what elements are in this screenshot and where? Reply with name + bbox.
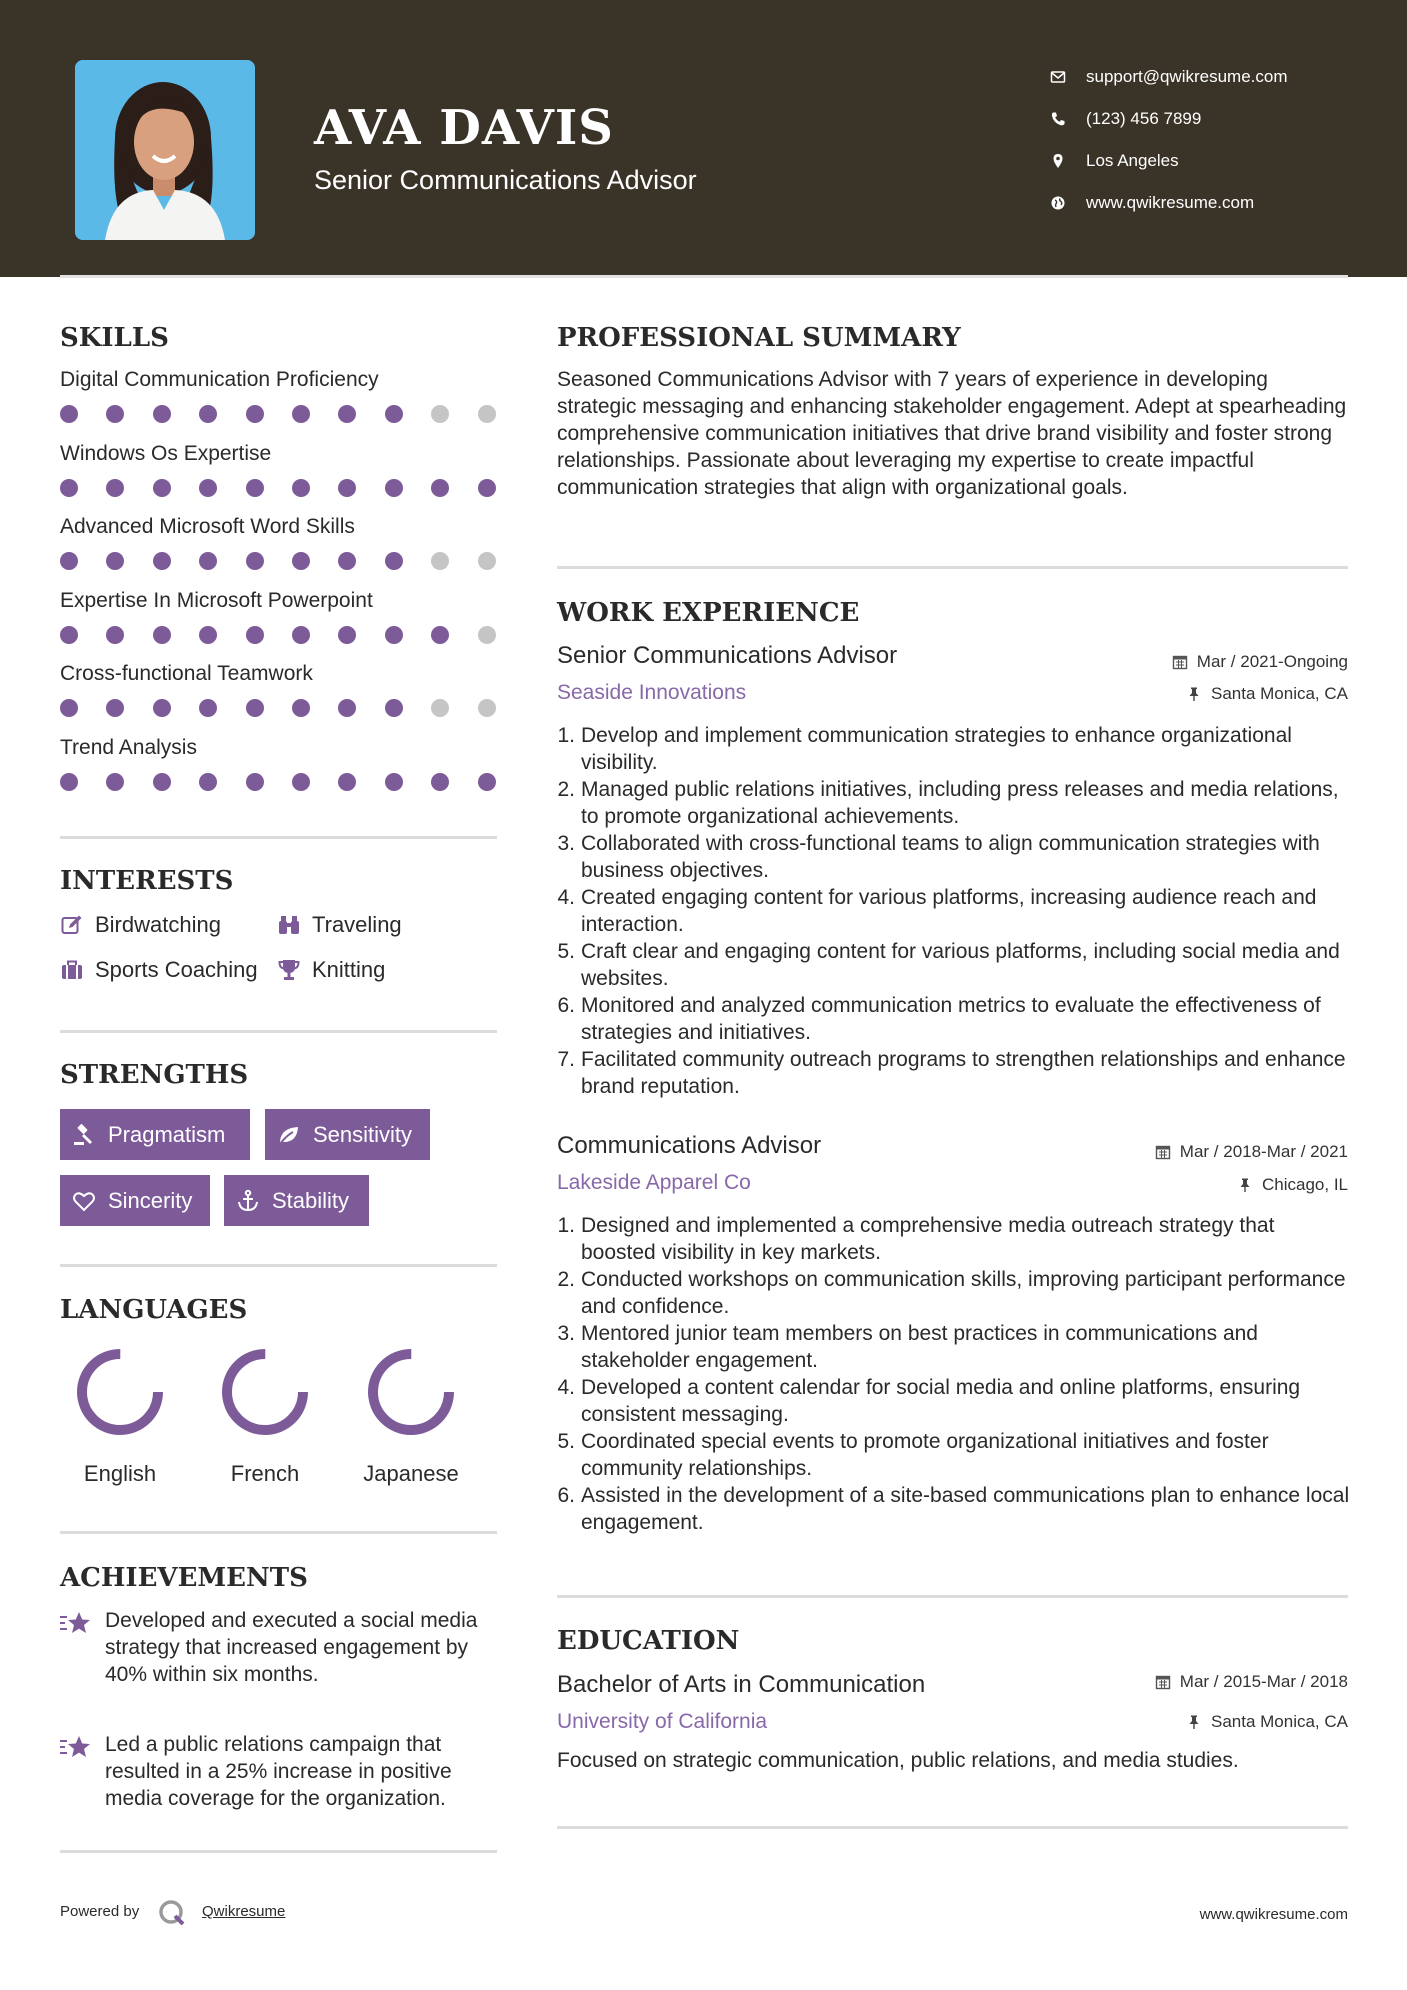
skill-dot-filled: [60, 552, 78, 570]
strength-label: Pragmatism: [108, 1121, 226, 1147]
duty-number: 5.: [557, 940, 575, 963]
skill-name: Advanced Microsoft Word Skills: [60, 515, 355, 538]
skill-dot-filled: [153, 479, 171, 497]
duty-item: [557, 1212, 1352, 1266]
language-level-ring: [364, 1345, 458, 1439]
duty-text: Conducted workshops on communication skills, improving participant performance and confidence.: [581, 1268, 1346, 1318]
language-level-ring: [73, 1345, 167, 1439]
duty-number: 6.: [557, 994, 575, 1017]
contact-location-text: Los Angeles: [1086, 151, 1179, 170]
skill-dot-empty: [478, 699, 496, 717]
contact-website-text: www.qwikresume.com: [1086, 193, 1255, 212]
duty-item: [557, 938, 1352, 992]
interest-item: [60, 911, 221, 939]
skill-dot-empty: [431, 552, 449, 570]
calendar-icon: [1155, 1674, 1171, 1690]
section-divider: [557, 566, 1348, 569]
star-list-icon: [60, 1610, 92, 1638]
skill-dot-filled: [60, 479, 78, 497]
language-name: Japanese: [363, 1461, 459, 1486]
work-experience-heading: WORK EXPERIENCE: [557, 598, 860, 628]
calendar-icon: [1155, 1144, 1171, 1160]
candidate-title: Senior Communications Advisor: [314, 165, 697, 195]
duty-text: Collaborated with cross-functional teams to align communication strategies with business objectives.: [581, 832, 1320, 882]
skill-dot-filled: [106, 405, 124, 423]
duty-number: 4.: [557, 1376, 575, 1399]
skill-dot-filled: [292, 699, 310, 717]
summary-heading: PROFESSIONAL SUMMARY: [557, 323, 961, 353]
duty-item: [557, 1374, 1352, 1428]
language-name: French: [230, 1461, 300, 1486]
skill-dot-empty: [431, 699, 449, 717]
globe-icon: [1050, 194, 1086, 212]
strengths-heading: STRENGTHS: [60, 1060, 249, 1090]
binoculars-icon: [277, 913, 312, 937]
job-location-text: Santa Monica, CA: [1210, 684, 1348, 703]
contact-email-text: support@qwikresume.com: [1086, 67, 1288, 86]
language-item: [200, 1345, 330, 1485]
interest-label: Traveling: [312, 912, 402, 937]
skill-dot-filled: [478, 773, 496, 791]
language-item: [55, 1345, 185, 1485]
contact-location: [1050, 140, 1288, 182]
leaf-icon: [277, 1123, 313, 1147]
skill-dot-filled: [292, 552, 310, 570]
skill-rating: [60, 773, 497, 791]
job-role: Communications Advisor: [557, 1132, 822, 1159]
skill-dot-filled: [106, 479, 124, 497]
section-divider: [60, 1264, 497, 1267]
summary-text: Seasoned Communications Advisor with 7 years of experience in developing strategic messaging and enhancing stakeholder engagement. Adept at spearheading comprehensive communication initiatives that drive brand visibility and foster strong relationships. Passionate about leveraging my expertise to create impactful communication strategies that align with organizational goals.: [557, 368, 1347, 499]
skill-dot-filled: [338, 552, 356, 570]
skill-dot-filled: [385, 479, 403, 497]
strength-badge: [265, 1109, 430, 1160]
strength-badge: [224, 1175, 369, 1226]
envelope-icon: [1050, 68, 1086, 86]
resume-header: [0, 0, 1407, 277]
skill-dot-filled: [199, 773, 217, 791]
candidate-name: AVA DAVIS: [314, 100, 614, 156]
phone-icon: [1050, 110, 1086, 128]
skill-dot-filled: [385, 626, 403, 644]
strength-badge: [60, 1109, 250, 1160]
education-location-text: Santa Monica, CA: [1210, 1712, 1348, 1731]
skill-dot-filled: [385, 552, 403, 570]
skill-dot-empty: [478, 405, 496, 423]
skill-dot-filled: [478, 479, 496, 497]
briefcase-icon: [60, 958, 95, 982]
section-divider: [557, 1595, 1348, 1598]
school-name: University of California: [557, 1710, 768, 1733]
map-pin-icon: [1050, 152, 1086, 170]
skill-dot-filled: [431, 479, 449, 497]
powered-by-label: Powered by: [60, 1903, 140, 1920]
interest-label: Sports Coaching: [95, 957, 258, 982]
skill-rating: [60, 552, 497, 570]
section-divider: [60, 836, 497, 839]
duty-item: [557, 1428, 1352, 1482]
job-location-text: Chicago, IL: [1262, 1175, 1348, 1194]
job-dates-text: Mar / 2018-Mar / 2021: [1179, 1142, 1348, 1161]
skill-dot-empty: [431, 405, 449, 423]
brand-link[interactable]: Qwikresume: [202, 1903, 286, 1920]
duty-text: Develop and implement communication strategies to enhance organizational visibility.: [581, 724, 1292, 774]
section-divider: [557, 1826, 1348, 1829]
duty-text: Facilitated community outreach programs to strengthen relationships and enhance brand reputation.: [581, 1048, 1346, 1098]
education-description: Focused on strategic communication, public relations, and media studies.: [557, 1749, 1239, 1772]
duty-number: 2.: [557, 778, 575, 801]
skill-dot-filled: [199, 479, 217, 497]
skill-dot-filled: [153, 773, 171, 791]
skill-dot-filled: [385, 405, 403, 423]
skill-dot-filled: [106, 626, 124, 644]
achievement-text: Led a public relations campaign that resulted in a 25% increase in positive media coverage for the organization.: [105, 1733, 452, 1810]
skill-name: Expertise In Microsoft Powerpoint: [60, 589, 373, 612]
skill-dot-filled: [246, 479, 264, 497]
section-divider: [60, 1850, 497, 1853]
skill-dot-filled: [338, 626, 356, 644]
job-dates: [1172, 652, 1348, 672]
duty-item: [557, 1320, 1352, 1374]
job-role: Senior Communications Advisor: [557, 642, 898, 669]
company-name: Seaside Innovations: [557, 681, 747, 704]
duty-text: Managed public relations initiatives, including press releases and media relations, to promote organizational achievements.: [581, 778, 1339, 828]
skill-dot-filled: [106, 699, 124, 717]
duty-text: Coordinated special events to promote organizational initiatives and foster community relationships.: [581, 1430, 1269, 1480]
skill-dot-filled: [153, 405, 171, 423]
skill-dot-filled: [153, 699, 171, 717]
skill-dot-empty: [478, 626, 496, 644]
contact-phone-text: (123) 456 7899: [1086, 109, 1202, 128]
duty-number: 1.: [557, 1214, 575, 1237]
qwikresume-logo-icon: [158, 1899, 186, 1927]
skill-name: Digital Communication Proficiency: [60, 368, 379, 391]
job-dates: [1155, 1142, 1348, 1162]
languages-heading: LANGUAGES: [60, 1295, 248, 1325]
skill-dot-filled: [385, 699, 403, 717]
duty-item: [557, 830, 1352, 884]
duty-number: 4.: [557, 886, 575, 909]
footer-website[interactable]: www.qwikresume.com: [1199, 1906, 1348, 1923]
interest-label: Knitting: [312, 957, 386, 982]
duty-text: Craft clear and engaging content for various platforms, including social media and websites.: [581, 940, 1340, 990]
thumbtack-icon: [1186, 1714, 1202, 1730]
language-item: [346, 1345, 476, 1485]
skill-dot-filled: [60, 773, 78, 791]
skill-dot-filled: [385, 773, 403, 791]
star-list-icon: [60, 1734, 92, 1762]
company-name: Lakeside Apparel Co: [557, 1171, 751, 1194]
skill-dot-filled: [246, 552, 264, 570]
strength-label: Stability: [272, 1187, 350, 1213]
duty-item: [557, 722, 1352, 776]
skills-heading: SKILLS: [60, 323, 169, 353]
profile-photo: [75, 60, 255, 240]
interest-item: [60, 956, 258, 984]
achievements-heading: ACHIEVEMENTS: [60, 1563, 308, 1593]
skill-dot-filled: [106, 773, 124, 791]
skill-name: Trend Analysis: [60, 736, 197, 759]
language-name: English: [83, 1461, 157, 1486]
duty-text: Mentored junior team members on best practices in communications and stakeholder engagement.: [581, 1322, 1258, 1372]
skill-dot-filled: [199, 699, 217, 717]
skill-dot-filled: [338, 479, 356, 497]
contact-website[interactable]: [1050, 182, 1288, 224]
skill-dot-filled: [153, 552, 171, 570]
education-dates-text: Mar / 2015-Mar / 2018: [1179, 1672, 1348, 1691]
job-location: [1237, 1175, 1348, 1195]
degree-title: Bachelor of Arts in Communication: [557, 1671, 926, 1698]
duty-text: Developed a content calendar for social media and online platforms, ensuring consistent messaging.: [581, 1376, 1301, 1426]
skill-rating: [60, 405, 497, 423]
contact-list: [1050, 56, 1288, 224]
skill-dot-filled: [199, 552, 217, 570]
trophy-icon: [277, 958, 312, 982]
skill-dot-filled: [60, 626, 78, 644]
education-location: [1186, 1712, 1348, 1732]
duty-item: [557, 1482, 1352, 1536]
skill-rating: [60, 626, 497, 644]
duty-number: 1.: [557, 724, 575, 747]
job-duties: [557, 722, 1352, 1100]
skill-dot-filled: [199, 626, 217, 644]
skill-dot-filled: [292, 626, 310, 644]
skill-dot-filled: [246, 626, 264, 644]
duty-text: Monitored and analyzed communication metrics to evaluate the effectiveness of strategies and initiatives.: [581, 994, 1321, 1044]
duty-item: [557, 884, 1352, 938]
interests-heading: INTERESTS: [60, 866, 234, 896]
thumbtack-icon: [1186, 686, 1202, 702]
interest-item: [277, 956, 385, 984]
contact-email[interactable]: [1050, 56, 1288, 98]
duty-item: [557, 1046, 1352, 1100]
education-dates: [1155, 1672, 1348, 1692]
job-dates-text: Mar / 2021-Ongoing: [1196, 652, 1348, 671]
language-level-ring: [218, 1345, 312, 1439]
skill-dot-filled: [292, 479, 310, 497]
duty-item: [557, 776, 1352, 830]
heart-icon: [72, 1189, 108, 1213]
duty-text: Designed and implemented a comprehensive media outreach strategy that boosted visibility in key markets.: [581, 1214, 1275, 1264]
gavel-icon: [72, 1123, 108, 1147]
skill-dot-filled: [431, 626, 449, 644]
skill-dot-filled: [292, 773, 310, 791]
thumbtack-icon: [1237, 1177, 1253, 1193]
skill-dot-filled: [338, 405, 356, 423]
strength-label: Sincerity: [108, 1187, 193, 1213]
skill-dot-filled: [431, 773, 449, 791]
skill-dot-filled: [292, 405, 310, 423]
skill-name: Cross-functional Teamwork: [60, 662, 313, 685]
contact-phone[interactable]: [1050, 98, 1288, 140]
anchor-icon: [236, 1189, 272, 1213]
interest-item: [277, 911, 402, 939]
skill-rating: [60, 699, 497, 717]
skill-dot-filled: [60, 699, 78, 717]
duty-item: [557, 1266, 1352, 1320]
header-divider: [60, 275, 1348, 278]
skill-dot-filled: [153, 626, 171, 644]
achievement-text: Developed and executed a social media strategy that increased engagement by 40% within six months.: [105, 1609, 478, 1686]
duty-item: [557, 992, 1352, 1046]
skill-dot-filled: [338, 773, 356, 791]
job-location: [1186, 684, 1348, 704]
education-heading: EDUCATION: [557, 1626, 740, 1656]
interest-label: Birdwatching: [95, 912, 221, 937]
skill-dot-empty: [478, 552, 496, 570]
duty-number: 7.: [557, 1048, 575, 1071]
section-divider: [60, 1531, 497, 1534]
duty-number: 5.: [557, 1430, 575, 1453]
skill-dot-filled: [246, 699, 264, 717]
skill-dot-filled: [199, 405, 217, 423]
strength-label: Sensitivity: [313, 1121, 413, 1147]
skill-dot-filled: [246, 773, 264, 791]
pencil-edit-icon: [60, 913, 95, 937]
skill-dot-filled: [60, 405, 78, 423]
skill-name: Windows Os Expertise: [60, 442, 272, 465]
duty-number: 3.: [557, 1322, 575, 1345]
job-duties: [557, 1212, 1352, 1536]
duty-text: Assisted in the development of a site-based communications plan to enhance local engagement.: [581, 1484, 1350, 1534]
duty-text: Created engaging content for various platforms, increasing audience reach and interaction.: [581, 886, 1317, 936]
strength-badge: [60, 1175, 210, 1226]
skill-dot-filled: [338, 699, 356, 717]
section-divider: [60, 1030, 497, 1033]
duty-number: 3.: [557, 832, 575, 855]
duty-number: 6.: [557, 1484, 575, 1507]
calendar-icon: [1172, 654, 1188, 670]
skill-dot-filled: [246, 405, 264, 423]
skill-dot-filled: [106, 552, 124, 570]
skill-rating: [60, 479, 497, 497]
duty-number: 2.: [557, 1268, 575, 1291]
